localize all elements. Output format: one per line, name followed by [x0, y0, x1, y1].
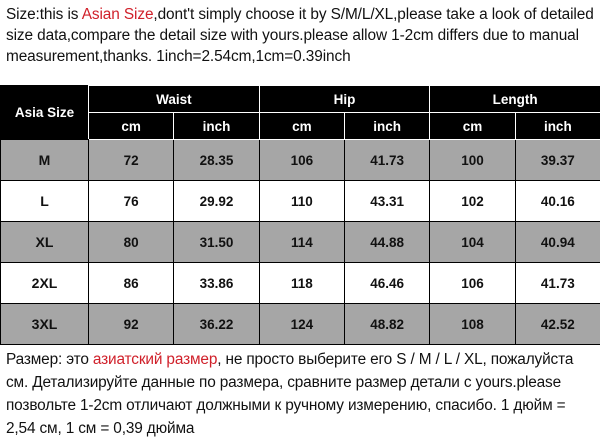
- table-cell: 28.35: [174, 140, 259, 181]
- table-cell: 40.94: [515, 222, 600, 263]
- unit-header: inch: [515, 113, 600, 140]
- table-cell: 39.37: [515, 140, 600, 181]
- table-cell: 102: [430, 181, 515, 222]
- russian-note-highlight: азиатский размер: [92, 351, 218, 368]
- table-cell: 100: [430, 140, 515, 181]
- size-label: M: [1, 140, 89, 181]
- unit-header: cm: [430, 113, 515, 140]
- english-note-suffix: ,dont't simply choose it by S/M/L/XL,please take a look of detailed size data,compare the detail size with yours.please allow 1-2cm differs due to manual measurement,thanks. 1inch=2.54cm,1cm=0.39inch: [6, 6, 594, 65]
- group-header-length: Length: [430, 86, 600, 113]
- unit-header: cm: [259, 113, 344, 140]
- table-cell: 92: [89, 304, 174, 345]
- table-cell: 48.82: [345, 304, 430, 345]
- table-cell: 46.46: [345, 263, 430, 304]
- size-chart: [0, 85, 600, 345]
- table-row: [1, 181, 600, 222]
- table-row: [1, 222, 600, 263]
- english-size-note: [0, 0, 600, 80]
- table-row: [1, 263, 600, 304]
- size-label: 2XL: [1, 263, 89, 304]
- russian-note-prefix: Размер: это: [6, 351, 93, 368]
- table-cell: 80: [89, 222, 174, 263]
- table-cell: 42.52: [515, 304, 600, 345]
- russian-note-suffix: , не просто выберите его S / M / L / XL, пожалуйста см. Детализируйте данные по размера, сравните размер детали с yours.please позвольте 1-2cm отличают должными к ручному измерению, спасибо. 1 дюйм = 2,54 см, 1 см = 0,39 дюйма: [6, 351, 574, 437]
- table-cell: 29.92: [174, 181, 259, 222]
- table-row: [1, 140, 600, 181]
- table-cell: 33.86: [174, 263, 259, 304]
- unit-header: inch: [345, 113, 430, 140]
- table-cell: 118: [259, 263, 344, 304]
- table-cell: 36.22: [174, 304, 259, 345]
- table-cell: 110: [259, 181, 344, 222]
- english-note-prefix: Size:this is: [6, 6, 82, 23]
- table-cell: 114: [259, 222, 344, 263]
- table-cell: 124: [259, 304, 344, 345]
- group-header-hip: Hip: [259, 86, 430, 113]
- table-cell: 76: [89, 181, 174, 222]
- russian-size-note: [0, 348, 600, 440]
- unit-header: cm: [89, 113, 174, 140]
- table-cell: 43.31: [345, 181, 430, 222]
- table-cell: 40.16: [515, 181, 600, 222]
- table-cell: 44.88: [345, 222, 430, 263]
- group-header-waist: Waist: [89, 86, 260, 113]
- table-row: [1, 304, 600, 345]
- size-label: XL: [1, 222, 89, 263]
- size-label: 3XL: [1, 304, 89, 345]
- size-label: L: [1, 181, 89, 222]
- table-cell: 108: [430, 304, 515, 345]
- english-note-highlight: Asian Size: [81, 6, 154, 23]
- size-table: [0, 85, 600, 345]
- table-cell: 72: [89, 140, 174, 181]
- table-cell: 41.73: [515, 263, 600, 304]
- unit-header: inch: [174, 113, 259, 140]
- table-cell: 31.50: [174, 222, 259, 263]
- table-cell: 106: [259, 140, 344, 181]
- table-cell: 104: [430, 222, 515, 263]
- corner-header: Asia Size: [1, 86, 89, 140]
- table-cell: 106: [430, 263, 515, 304]
- table-cell: 41.73: [345, 140, 430, 181]
- table-cell: 86: [89, 263, 174, 304]
